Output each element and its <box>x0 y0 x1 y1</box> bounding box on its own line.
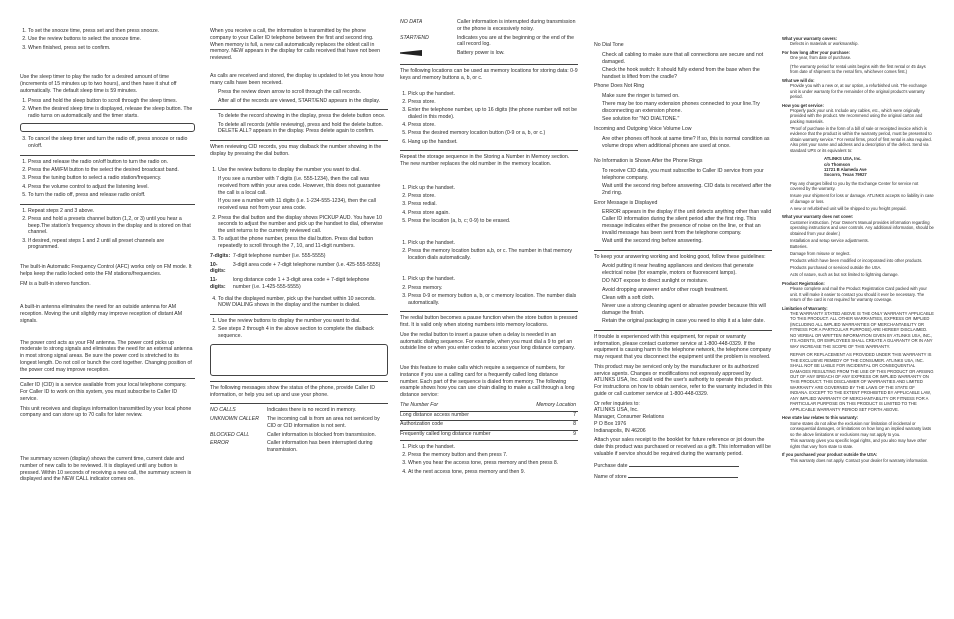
list-item: 1. Use the review buttons to display the number you want to dial. <box>218 318 388 325</box>
table-cell: 7-digit telephone number (i.e. 555-5555) <box>232 252 326 259</box>
chain-dial-steps <box>400 444 578 476</box>
store-name-label: Name of store <box>594 474 627 481</box>
column-5-warranty <box>782 0 934 619</box>
am-antenna-text: A built-in antenna eliminates the need for an outside antenna for AM reception. Moving the unit slightly may improve reception of distant AM signals. <box>20 304 183 324</box>
receipt-text: Attach your sales receipt to the booklet for future reference or jot down the date this product was purchased or received as a gift. This information will be valuable if service should be required during the warranty period. <box>594 437 771 457</box>
list-item: 1. Pick up the handset. <box>408 185 578 192</box>
list-item: • Please complete and mail the Product Registration Card packed with your unit. It will make it easier to contact you should it ever be necessary. The return of the card is not required for warranty coverage. <box>790 286 934 302</box>
messages-table <box>210 407 388 456</box>
address-line: 11721 B Alameda Ave <box>824 167 867 173</box>
column-3 <box>400 0 578 619</box>
section-divider <box>210 403 388 404</box>
low-volume-list <box>594 136 772 150</box>
list-item: • Products which have been modified or incorporated into other products. <box>790 258 934 263</box>
message-code: NO DATA <box>400 19 423 25</box>
erase-steps <box>400 185 578 225</box>
list-item: • Retain the original packaging in case you need to ship it at a later date. <box>602 318 772 325</box>
table-row <box>400 431 578 441</box>
no-info-list <box>594 168 772 197</box>
list-item: • Batteries. <box>790 244 934 249</box>
troubleshoot-heading: Incoming and Outgoing Voice Volume Low <box>594 126 692 132</box>
list-item: 1. Use the review buttons to display the number you want to dial. <box>218 167 388 174</box>
no-dial-tone-list <box>594 52 772 81</box>
afc-text: The built-in Automatic Frequency Control (AFC) works only on FM mode. It helps keep the radio locked onto the FM stations/frequencies. <box>20 264 192 277</box>
table-row <box>400 19 578 35</box>
rental-note: (The warranty period for rental units begins with the first rental or 45 days from date of shipment to the rental firm, whichever comes first.) <box>790 63 926 75</box>
warranty-list <box>782 83 934 99</box>
list-item: 4. At the next access tone, press memory and then 9. <box>408 469 578 476</box>
section-divider <box>400 311 578 312</box>
warranty-heading: Product Registration: <box>782 280 825 286</box>
table-row <box>400 50 578 59</box>
purchase-date-line <box>629 461 739 467</box>
care-intro: To keep your answering working and looking good, follow these guidelines: <box>594 253 766 260</box>
list-item: 3. If desired, repeat steps 1 and 2 until all preset channels are programmed. <box>28 238 195 252</box>
memory-intro: The following locations can be used as memory locations for storing data: 0-9 keys and memory buttons a, b, or c. <box>400 68 578 81</box>
table-row <box>400 411 578 421</box>
note-box <box>210 344 388 376</box>
purchase-date-field <box>594 461 772 470</box>
list-item: • Acts of nature, such as but not limited to lightning damage. <box>790 272 934 277</box>
list-item: • Insure your shipment for loss or damage. ATLINKS accepts no liability in case of damage or loss. <box>790 193 934 204</box>
message-code <box>400 50 457 59</box>
save-steps <box>210 318 388 340</box>
table-cell: 7-digits: <box>210 252 231 259</box>
list-item: • See solution for "NO DIALTONE." <box>602 116 772 123</box>
fm-stereo-text: FM is a built-in stereo function. <box>20 280 91 287</box>
care-list <box>594 263 772 325</box>
message-code: BLOCKED CALL <box>210 431 250 438</box>
table-row <box>400 35 578 51</box>
list-item: • Some states do not allow the exclusion nor limitation of incidental or consequential damages, or limitations on how long an implied warranty lasts so the above limitations or exclusions may not apply to you. <box>790 421 934 437</box>
review-intro: As calls are received and stored, the display is updated to let you know how many calls have been received. <box>210 72 384 86</box>
troubleshoot-heading: No Information is Shown After the Phone Rings <box>594 158 703 165</box>
table-row <box>210 253 388 262</box>
digit-formats-table <box>210 253 388 293</box>
list-item: 3. Enter the telephone number, up to 16 digits (the phone number will not be dialed in this mode). <box>408 107 578 121</box>
warranty-list <box>782 311 934 349</box>
list-item: • Check the hook switch: It should fully extend from the base when the handset is lifted from the cradle? <box>602 67 772 81</box>
column-4 <box>594 0 772 619</box>
list-item: 3. When you hear the access tone, press memory and then press 8. <box>408 460 578 467</box>
warranty-list <box>782 458 934 463</box>
list-item: 3. When finished, press set to confirm. <box>28 45 195 52</box>
table-cell: 11-digits: <box>210 277 226 290</box>
list-item: • Make sure the ringer is turned on. <box>602 93 772 100</box>
message-desc: Indicates you are at the beginning or the end of the call record log. <box>456 34 575 48</box>
messages-intro: The following messages show the status of the phone, provide Caller ID information, or help you set up and use your phone. <box>210 384 375 398</box>
list-item: 4. Press store again. <box>408 210 578 217</box>
redial-pause-text: The redial button becomes a pause function when the store button is pressed first. It is valid only when storing numbers into memory locations. <box>400 315 578 329</box>
service-text: If trouble is experienced with this equipment, for repair or warranty information, please contact customer service at 1-800-448-0329. If the equipment is causing harm to the telephone network, the telephone company may request that you disconnect the equipment until the problem is resolved. <box>594 333 772 360</box>
sleep-steps <box>20 98 195 120</box>
warranty-heading: For how long after your purchase: <box>782 49 850 55</box>
no-ring-list <box>594 93 772 123</box>
table-cell: 9 <box>573 431 576 438</box>
section-divider <box>594 330 772 331</box>
section-divider <box>400 150 578 151</box>
fm-antenna-text: The power cord acts as your FM antenna. The power cord picks up moderate to strong signals and eliminates the need for an external antenna in most strong signal areas. Be sure the power cord is stretched to its longest length. Do not coil or bunch the cord together. Changing position of the power cord may improve reception. <box>20 339 193 373</box>
warranty-list <box>782 181 934 211</box>
list-item: • One year, from date of purchase. <box>790 55 934 60</box>
dial-intro: When reviewing CID records, you may dialback the number showing in the display by pressing the dial button. <box>210 144 382 157</box>
list-item: • There may be too many extension phones connected to your line.Try disconnecting an extension phone. <box>602 101 772 115</box>
limitation-paragraph: REPAIR OR REPLACEMENT AS PROVIDED UNDER THIS WARRANTY IS THE EXCLUSIVE REMEDY OF THE CONSUMER. ATLINKS USA, INC. SHALL NOT BE LIABLE FOR INCIDENTAL OR CONSEQUENTIAL DAMAGES RESULTING FROM THE USE OF THIS PRODUCT OR ARISING OUT OF ANY BREACH OF ANY EXPRESS OR IMPLIED WARRANTY ON THIS PRODUCT. THIS DISCLAIMER OF WARRANTIES AND LIMITED WARRANTY ARE GOVERNED BY THE LAWS OF THE STATE OF INDIANA. EXCEPT TO THE EXTENT PROHIBITED BY APPLICABLE LAW, ANY IMPLIED WARRANTY OF MERCHANTABILITY OR FITNESS FOR A PARTICULAR PURPOSE ON THIS PRODUCT IS LIMITED TO THE APPLICABLE WARRANTY PERIOD SET FORTH ABOVE. <box>790 352 934 412</box>
warranty-heading: What your warranty does not cover: <box>782 214 854 220</box>
list-item: • Clean with a soft cloth. <box>602 295 772 302</box>
list-item: 4. To dial the displayed number, pick up the handset within 10 seconds. NOW DIALING shows in the display and the number is dialed. <box>218 296 388 310</box>
radio-steps <box>20 159 195 199</box>
troubleshoot-heading: Phone Does Not Ring <box>594 83 645 90</box>
list-item: 2. When the desired sleep time is displayed, release the sleep button. The radio turns on automatically and the timer starts. <box>28 106 195 120</box>
table-row <box>210 277 388 293</box>
column-header: Memory Location <box>536 401 576 408</box>
list-item: • Wait until the second ring before answering. <box>602 238 772 245</box>
list-item: 3. Press redial. <box>408 201 578 208</box>
list-item: • Press the review down arrow to scroll through the call records. <box>218 89 388 96</box>
dial-memory-button-steps <box>400 240 578 262</box>
purchase-date-label: Purchase date <box>594 462 628 469</box>
list-item: • If you see a number with 11 digits (i.e. 1-234-555-1234), then the call received was not from your area code. <box>218 198 388 212</box>
table-cell: 7 <box>573 411 576 418</box>
list-item: 2. Press store. <box>408 193 578 200</box>
table-cell: 3-digit area code + 7-digit telephone number (i.e. 425-555-5555) <box>232 261 381 268</box>
warranty-heading: How you get service: <box>782 102 824 108</box>
message-desc: Caller information is blocked from transmission. <box>266 431 376 438</box>
list-item: 3. To adjust the phone number, press the dial button. Press dial button repeatedly to scroll through the 7, 10, and 11-digit numbers. <box>218 236 388 250</box>
list-item: • THE WARRANTY STATED ABOVE IS THE ONLY WARRANTY APPLICABLE TO THIS PRODUCT. ALL OTHER WARRANTIES, EXPRESS OR IMPLIED (INCLUDING ALL IMPLIED WARRANTIES OF MERCHANTABILITY OR FITNESS FOR A PARTICULAR PURPOSE) ARE HEREBY DISCLAIMED. NO VERBAL OR WRITTEN INFORMATION GIVEN BY ATLINKS USA, INC., ITS AGENTS, OR EMPLOYEES SHALL CREATE A GUARANTY OR IN ANY WAY INCREASE THE SCOPE OF THIS WARRANTY. <box>790 311 934 349</box>
inquiry-line: Manager, Consumer Relations <box>594 414 665 420</box>
warranty-heading: If you purchased your product outside the USA: <box>782 452 878 458</box>
list-item: 2. Press the AM/FM button to the select the desired broadcast band. <box>28 167 195 174</box>
table-row <box>210 407 388 416</box>
section-divider <box>400 64 578 65</box>
change-number-text: Repeat the storage sequence in the Storing a Number in Memory section. The new number replaces the old number in the memory location. <box>400 154 570 168</box>
list-item: 2. Press the dial button and the display shows PICKUP AUD. You have 10 seconds to adjust the number and pick up the handset to dial, otherwise the unit returns to the currently reviewed call. <box>218 215 388 235</box>
error-list <box>594 209 772 244</box>
list-item: • This warranty does not apply. Contact your dealer for warranty information. <box>790 458 934 463</box>
list-item: 1. Pick up the handset. <box>408 444 578 451</box>
dial-steps <box>210 167 388 174</box>
message-code: ERROR <box>210 440 229 447</box>
message-desc: Caller information is interrupted during transmission or the phone is excessively noisy. <box>456 19 576 32</box>
section-divider <box>20 155 195 156</box>
warranty-list <box>782 286 934 302</box>
table-row <box>210 416 388 432</box>
list-item: • Avoid dropping answerer and/or other rough treatment. <box>602 287 772 294</box>
store-name-line <box>628 472 738 478</box>
table-cell: Long distance access number <box>400 411 469 418</box>
list-item: 4. Press the volume control to adjust the listening level. <box>28 184 195 191</box>
section-divider <box>20 378 195 379</box>
list-item: 1. Pick up the handset. <box>408 91 578 98</box>
list-item: • DO NOT expose to direct sunlight or moisture. <box>602 278 772 285</box>
message-code: UNKNOWN CALLER <box>210 416 260 422</box>
inquiry-line: Or refer inquiries to: <box>594 400 640 407</box>
table-cell: long distance code 1 + 3-digit area code + 7-digit telephone number (i.e. 1-425-555-5555) <box>232 277 370 290</box>
preset-steps <box>20 208 195 252</box>
table-cell: Authorization code <box>400 421 443 428</box>
chain-dial-table <box>400 402 578 441</box>
list-item: • Customer instruction. (Your Owner's Manual provides information regarding operating instructions and user controls. Any additional information, should be obtained from your dealer.) <box>790 220 934 236</box>
memory-steps <box>400 91 578 146</box>
dial-step-4 <box>210 296 388 310</box>
table-row <box>400 421 578 431</box>
list-item: • A new or refurbished unit will be shipped to you freight prepaid. <box>790 206 934 211</box>
message-code: NO CALLS <box>210 407 236 414</box>
message-desc: Caller information has been interrupted during transmission. <box>266 440 373 453</box>
list-item: 4. Press store. <box>408 122 578 129</box>
list-item: • After all of the records are viewed, START/END appears in the display. <box>218 98 388 105</box>
sleep-intro: Use the sleep timer to play the radio for a desired amount of time (increments of 15 minutes up to two hours), and then have it shut off automatically. The default sleep time is 59 minutes. <box>20 74 177 94</box>
list-item: 2. Press the memory button and then press 7. <box>408 452 578 459</box>
warranty-list <box>782 220 934 278</box>
delete-list <box>210 113 388 135</box>
warranty-heading: What we will do: <box>782 77 815 83</box>
list-item: 2. Press the memory location button a,b, or c. The number in that memory location dials automatically. <box>408 248 578 262</box>
list-item: • Are other phones off hook at same time? If so, this is normal condition as volume drops when additional phones are used at once. <box>602 136 772 150</box>
list-item: • To delete the record showing in the display, press the delete button once. <box>218 113 388 120</box>
list-item: 1. Press and release the radio on/off button to turn the radio on. <box>28 159 195 166</box>
section-divider <box>210 140 388 141</box>
list-item: • Check all cabling to make sure that all connections are secure and not damaged. <box>602 52 772 66</box>
message-desc: The incoming call is from an area not serviced by CID or CID information is not sent. <box>266 416 380 429</box>
column-header: The Number For <box>400 401 439 408</box>
troubleshoot-heading: Error Message is Displayed <box>594 199 658 206</box>
table-header-row <box>400 402 578 411</box>
list-item: • Installation and setup service adjustments. <box>790 238 934 243</box>
list-item: 3. Press the tuning button to select a radio station/frequency. <box>28 175 195 182</box>
list-item: 1. Press and hold the sleep button to scroll through the sleep times. <box>28 98 195 105</box>
list-item: • Damage from misuse or neglect. <box>790 251 934 256</box>
list-item: 5. To turn the radio off, press and release radio on/off. <box>28 192 195 199</box>
list-item: • Avoid putting it near heating appliances and devices that generate electrical noise (for example, motors or fluorescent lamps). <box>602 263 772 277</box>
list-item: 1. Repeat steps 2 and 3 above. <box>28 208 195 215</box>
memory-full-text: When you receive a call, the information is transmitted by the phone company to your Caller ID telephone between the first and second ring. When memory is full, a new call automatically replaces the oldest call in memory. NEW appears in the display for calls received that have not been reviewed. <box>210 28 381 61</box>
summary-screen-text: The summary screen (display) shows the current time, current date and number of new calls to be reviewed. It is displayed until any button is pressed. Within 10 seconds of receiving a new call, the summary screen is displayed and the NEW CALL indicator comes on. <box>20 456 192 483</box>
list-item: 5. Press the location (a, b, c; 0-9) to be erased. <box>408 218 578 225</box>
table-row <box>210 440 388 456</box>
list-item: • "Proof of purchase in the form of a bill of sale or receipted invoice which is evidence that the product is within the warranty period, must be presented to obtain warranty service." For rental firms, proof of first rental is also required. Also print your name and address and a description of the defect. Send via standard UPS or its equivalent to: <box>790 126 934 153</box>
message-desc: Indicates there is no record in memory. <box>266 407 357 414</box>
message-code: START/END <box>400 34 429 41</box>
list-item: • To receive CID data, you must subscribe to Caller ID service from your telephone company. <box>602 168 772 182</box>
table-row <box>210 432 388 441</box>
list-item: • Never use a strong cleaning agent or abrasive powder because this will damage the finish. <box>602 303 772 317</box>
list-item: • Provide you with a new or, at our option, a refurbished unit. The exchange unit is under warranty for the remainder of the original product's warranty period. <box>790 83 934 99</box>
address-line: c/o Thomson <box>824 161 851 167</box>
inquiry-line: Indianapolis, IN 46206 <box>594 427 646 434</box>
table-cell: 8 <box>573 421 576 428</box>
sleep-cancel <box>20 136 195 150</box>
dial-steps-cont <box>210 215 388 250</box>
message-desc: Battery power is low. <box>456 50 505 56</box>
dial-memory-location-steps <box>400 276 578 306</box>
warranty-list <box>782 421 934 450</box>
list-item: 3. To cancel the sleep timer and turn the radio off, press snooze or radio on/off. <box>28 136 195 150</box>
list-item: • Pay any charges billed to you by the Exchange Center for service not covered by the warranty. <box>790 181 934 192</box>
list-item: 2. See steps 2 through 4 in the above section to complete the dialback sequence. <box>218 326 388 340</box>
pause-use-text: Use the redial button to insert a pause when a delay is needed in an automatic dialing sequence. For example, when you must dial a 9 to get an outside line or when you enter codes to access your long distance company. <box>400 331 575 352</box>
list-item: • Properly pack your unit. Include any cables, etc., which were originally provided with the product. We recommend using the original carton and packing materials. <box>790 108 934 124</box>
list-item: • If you see a number with 7 digits (i.e. 555-1234), then the call was received from within your area code. However, this does not guarantee the call is a local call. <box>218 176 388 196</box>
section-divider <box>210 109 388 110</box>
warranty-list <box>782 108 934 153</box>
address-line: ATLINKS USA, Inc. <box>824 156 862 162</box>
column-2 <box>210 0 388 619</box>
table-cell: 10-digits: <box>210 261 226 275</box>
warranty-list <box>782 41 934 46</box>
cid-intro: Caller ID (CID) is a service available from your local telephone company. For Caller ID to work on this system, you must subscribe to Caller ID service. <box>20 382 187 402</box>
warranty-list <box>782 55 934 60</box>
address-line: Socorro, Texas 79927 <box>824 172 867 178</box>
dial-sub-list <box>210 176 388 211</box>
list-item: • Defects in materials or workmanship. <box>790 41 934 46</box>
list-item: 1. Pick up the handset. <box>408 240 578 247</box>
table-row <box>210 262 388 278</box>
section-divider <box>210 381 388 382</box>
list-item: 2. Press and hold a presets channel button (1,2, or 3) until you hear a beep.The station's frequency shows in the display and is stored on that channel. <box>28 216 195 236</box>
messages-table-continued <box>400 19 578 59</box>
section-divider <box>594 250 772 251</box>
inquiry-line: P O Box 1976 <box>594 420 627 427</box>
list-item: • This warranty gives you specific legal rights, and you also may have other rights that vary from state to state. <box>790 438 934 449</box>
inquiry-line: ATLINKS USA, Inc. <box>594 407 639 414</box>
list-item: 2. Press store. <box>408 99 578 106</box>
list-item: 6. Hang up the handset. <box>408 139 578 146</box>
list-item: • ERROR appears in the display if the unit detects anything other than valid Caller ID information during the silent period after the first ring. This message indicates either the presence of noise on the line, or that an invalid message has been sent from the telephone company. <box>602 209 772 236</box>
list-item: 2. Use the review buttons to select the snooze time. <box>28 36 195 43</box>
warranty-heading: What your warranty covers: <box>782 36 838 41</box>
warranty-heading: How state law relates to this warranty: <box>782 415 859 421</box>
low-battery-icon <box>400 50 422 56</box>
list-item: • To delete all records (while reviewing), press and hold the delete button. DELETE ALL? appears in the display. Press delete again to confirm. <box>218 122 388 136</box>
store-name-field <box>594 472 772 481</box>
list-item: 5. Press the desired memory location button (0-9 or a, b, or c.) <box>408 130 578 137</box>
note-box <box>20 123 195 132</box>
list-item: 3. Press 0-9 or memory button a, b, or c memory location. The number dials automatically. <box>408 293 578 307</box>
service-text-2: This product may be serviced only by the manufacturer or its authorized service agents. Changes or modifications not expressly approved by ATLINKS USA, Inc. could void the user's authority to operate this product. For instructions on how to obtain service, refer to the warranty included in this guide or call customer service at 1-800-448-0329. <box>594 363 772 397</box>
chain-dial-intro: Use this feature to make calls which require a sequence of numbers, for instance if you use a calling card for a frequently called long distance number. Each part of the sequence is dialed from memory. The following example shows how you can use chain dialing to make a call through a long distance service: <box>400 365 575 399</box>
cid-storage: This unit receives and displays information transmitted by your local phone company and can store up to 70 calls for later review. <box>20 405 192 419</box>
snooze-steps <box>20 28 195 51</box>
review-list <box>210 89 388 104</box>
list-item: 1. To set the snooze time, press set and then press snooze. <box>28 28 195 35</box>
column-1 <box>20 0 195 619</box>
list-item: 1. Pick up the handset. <box>408 276 578 283</box>
list-item: • Products purchased or serviced outside the USA. <box>790 265 934 270</box>
list-item: 2. Press memory. <box>408 285 578 292</box>
section-divider <box>20 204 195 205</box>
warranty-heading: Limitation of Warranty: <box>782 305 828 311</box>
table-cell: Frequently called long distance number <box>400 431 491 438</box>
list-item: • Wait until the second ring before answering. CID data is received after the 2nd ring. <box>602 183 772 197</box>
section-divider <box>210 314 388 315</box>
troubleshoot-heading: No Dial Tone <box>594 42 624 48</box>
